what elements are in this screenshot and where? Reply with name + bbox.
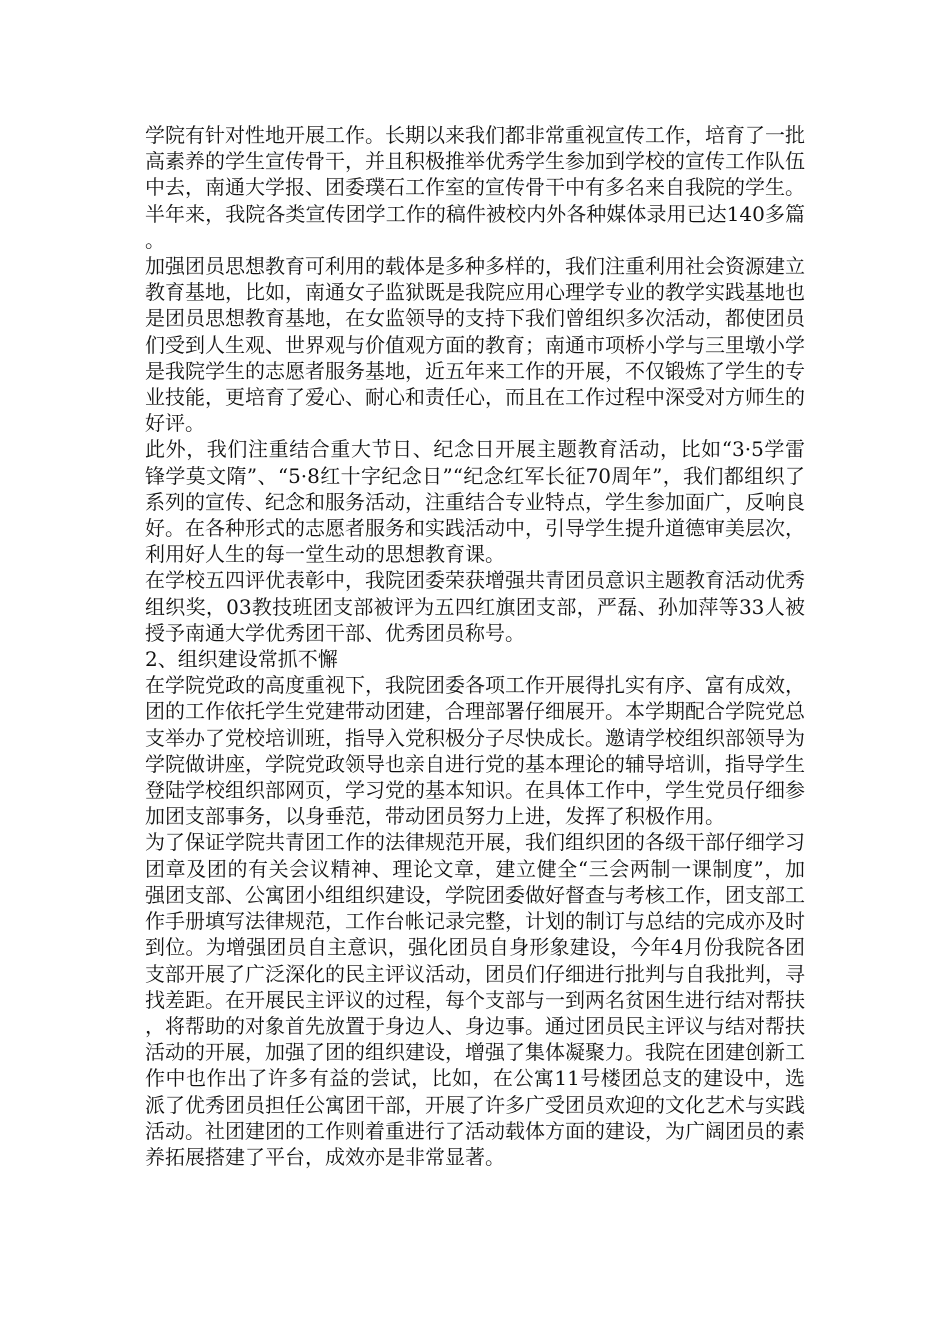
paragraph-theme-activities: 此外，我们注重结合重大节日、纪念日开展主题教育活动，比如“3·5学雷锋学莫文隋”、“5·8红十字纪念日”“纪念红军长征70周年”，我们都组织了系列的宣传、纪念和服务活动，注重结合专业特点，学生参加面广，反响良好。在各种形式的志愿者服务和实践活动中，引导学生提升道德审美层次，利用好人生的每一堂生动的思想教育课。 — [145, 437, 805, 567]
paragraph-publicity-work: 学院有针对性地开展工作。长期以来我们都非常重视宣传工作，培育了一批高素养的学生宣传骨干，并且积极推举优秀学生参加到学校的宣传工作队伍中去，南通大学报、团委璞石工作室的宣传骨干中有多名来自我院的学生。半年来，我院各类宣传团学工作的稿件被校内外各种媒体录用已达140多篇。 — [145, 123, 805, 252]
paragraph-party-building: 在学院党政的高度重视下，我院团委各项工作开展得扎实有序、富有成效，团的工作依托学生党建带动团建，合理部署仔细展开。本学期配合学院党总支举办了党校培训班，指导入党积极分子尽快成长。邀请学校组织部领导为学院做讲座，学院党政领导也亲自进行党的基本理论的辅导培训，指导学生登陆学校组织部网页，学习党的基本知识。在具体工作中，学生党员仔细参加团支部事务，以身垂范，带动团员努力上进，发挥了积极作用。 — [145, 673, 805, 829]
paragraph-education-bases: 加强团员思想教育可利用的载体是多种多样的，我们注重利用社会资源建立教育基地，比如，南通女子监狱既是我院应用心理学专业的教学实践基地也是团员思想教育基地，在女监领导的支持下我们曾组织多次活动，都使团员们受到人生观、世界观与价值观方面的教育；南通市项桥小学与三里墩小学是我院学生的志愿者服务基地，近五年来工作的开展，不仅锻炼了学生的专业技能，更培育了爱心、耐心和责任心，而且在工作过程中深受对方师生的好评。 — [145, 254, 805, 436]
paragraph-awards: 在学校五四评优表彰中，我院团委荣获增强共青团员意识主题教育活动优秀组织奖，03教技班团支部被评为五四红旗团支部，严磊、孙加萍等33人被授予南通大学优秀团干部、优秀团员称号。 — [145, 568, 805, 645]
section-heading-organization: 2、组织建设常抓不懈 — [145, 647, 338, 672]
paragraph-standardization: 为了保证学院共青团工作的法律规范开展，我们组织团的各级干部仔细学习团章及团的有关会议精神、理论文章，建立健全“三会两制一课制度”，加强团支部、公寓团小组组织建设，学院团委做好督查与考核工作，团支部工作手册填写法律规范，工作台帐记录完整，计划的制订与总结的完成亦及时到位。为增强团员自主意识，强化团员自身形象建设，今年4月份我院各团支部开展了广泛深化的民主评议活动，团员们仔细进行批判与自我批判，寻找差距。在开展民主评议的过程，每个支部与一到两名贫困生进行结对帮扶，将帮助的对象首先放置于身边人、身边事。通过团员民主评议与结对帮扶活动的开展，加强了团的组织建设，增强了集体凝聚力。我院在团建创新工作中也作出了许多有益的尝试，比如，在公寓11号楼团总支的建设中，选派了优秀团员担任公寓团干部，开展了许多广受团员欢迎的文化艺术与实践活动。社团建团的工作则着重进行了活动载体方面的建设，为广阔团员的素养拓展搭建了平台，成效亦是非常显著。 — [145, 830, 805, 1169]
document-body — [145, 122, 805, 1170]
